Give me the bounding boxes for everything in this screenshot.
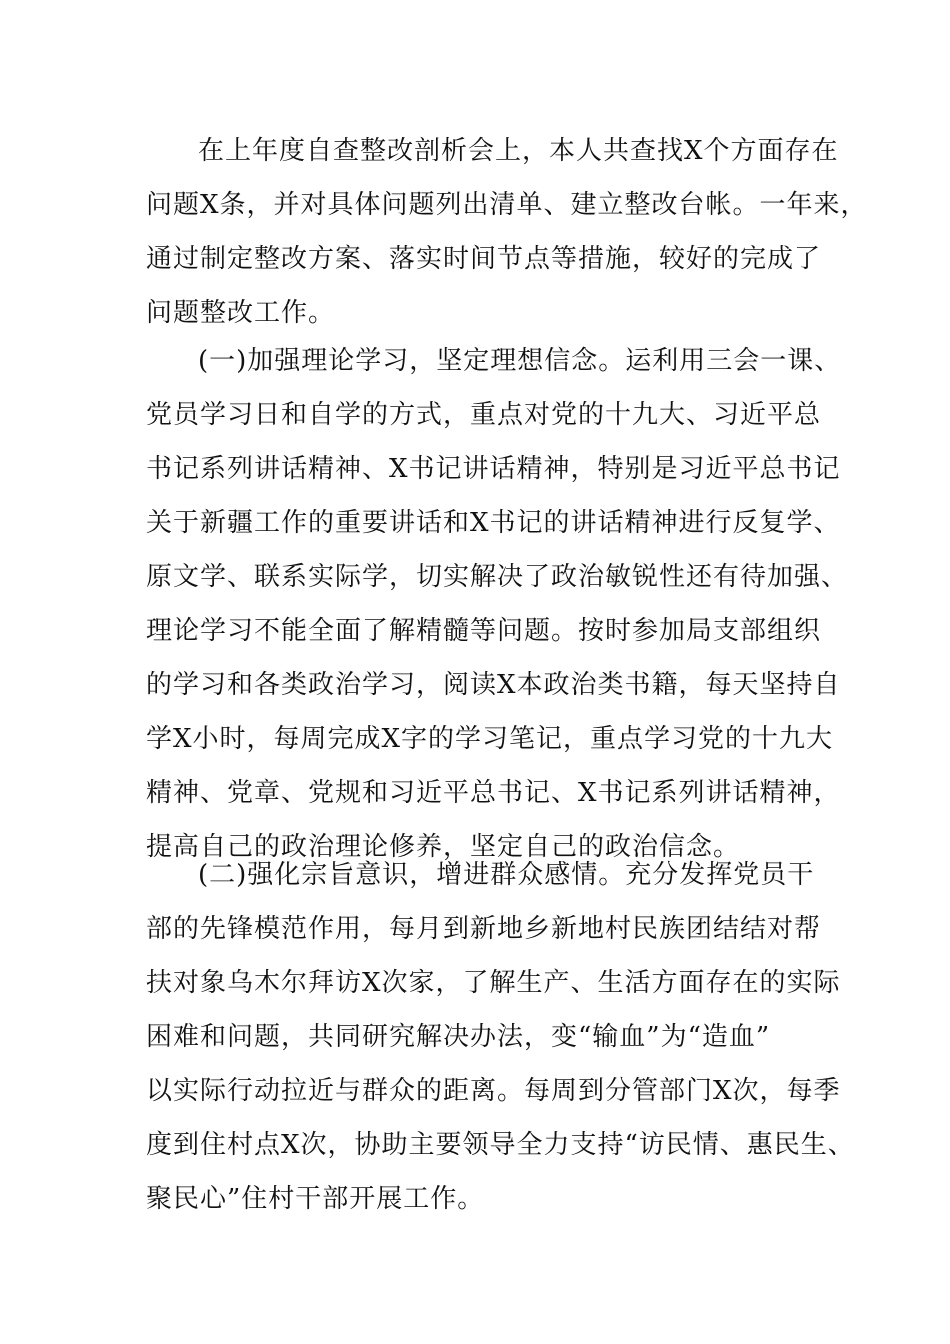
text-line: 原文学、联系实际学，切实解决了政治敏锐性还有待加强、: [146, 562, 849, 592]
text-line: 在上年度自查整改剖析会上，本人共查找X个方面存在: [198, 136, 839, 166]
text-line: 部的先锋模范作用，每月到新地乡新地村民族团结结对帮: [146, 914, 822, 944]
text-line: 困难和问题，共同研究解决办法，变“输血”为“造血”: [146, 1022, 771, 1052]
text-line: 通过制定整改方案、落实时间节点等措施，较好的完成了: [146, 244, 822, 274]
section-heading-line: (二)强化宗旨意识，增进群众感情。充分发挥党员干: [198, 860, 815, 890]
text-line: 扶对象乌木尔拜访X次家，了解生产、生活方面存在的实际: [146, 968, 841, 998]
paragraph-mass-line: [146, 848, 855, 1226]
text-line: 问题X条，并对具体问题列出清单、建立整改台帐。一年来，: [146, 190, 868, 220]
text-line: 问题整改工作。: [146, 298, 336, 328]
text-line: 理论学习不能全面了解精髓等问题。按时参加局支部组织: [146, 616, 822, 646]
section-heading-line: (一)加强理论学习，坚定理想信念。运利用三会一课、: [198, 346, 842, 376]
text-line: 以实际行动拉近与群众的距离。每周到分管部门X次，每季: [146, 1076, 841, 1106]
text-line: 提高自己的政治理论修养，坚定自己的政治信念。: [146, 832, 741, 862]
text-line: 聚民心”住村干部开展工作。: [146, 1184, 485, 1214]
text-line: 书记系列讲话精神、X书记讲话精神，特别是习近平总书记: [146, 454, 841, 484]
text-line: 的学习和各类政治学习，阅读X本政治类书籍，每天坚持自: [146, 670, 841, 700]
text-line: 党员学习日和自学的方式，重点对党的十九大、习近平总: [146, 400, 822, 430]
paragraph-intro: [146, 124, 868, 340]
paragraph-theory-study: [146, 334, 849, 874]
text-line: 度到住村点X次，协助主要领导全力支持“访民情、惠民生、: [146, 1130, 855, 1160]
text-line: 学X小时，每周完成X字的学习笔记，重点学习党的十九大: [146, 724, 834, 754]
text-line: 精神、党章、党规和习近平总书记、X书记系列讲话精神，: [146, 778, 841, 808]
text-line: 关于新疆工作的重要讲话和X书记的讲话精神进行反复学、: [146, 508, 841, 538]
